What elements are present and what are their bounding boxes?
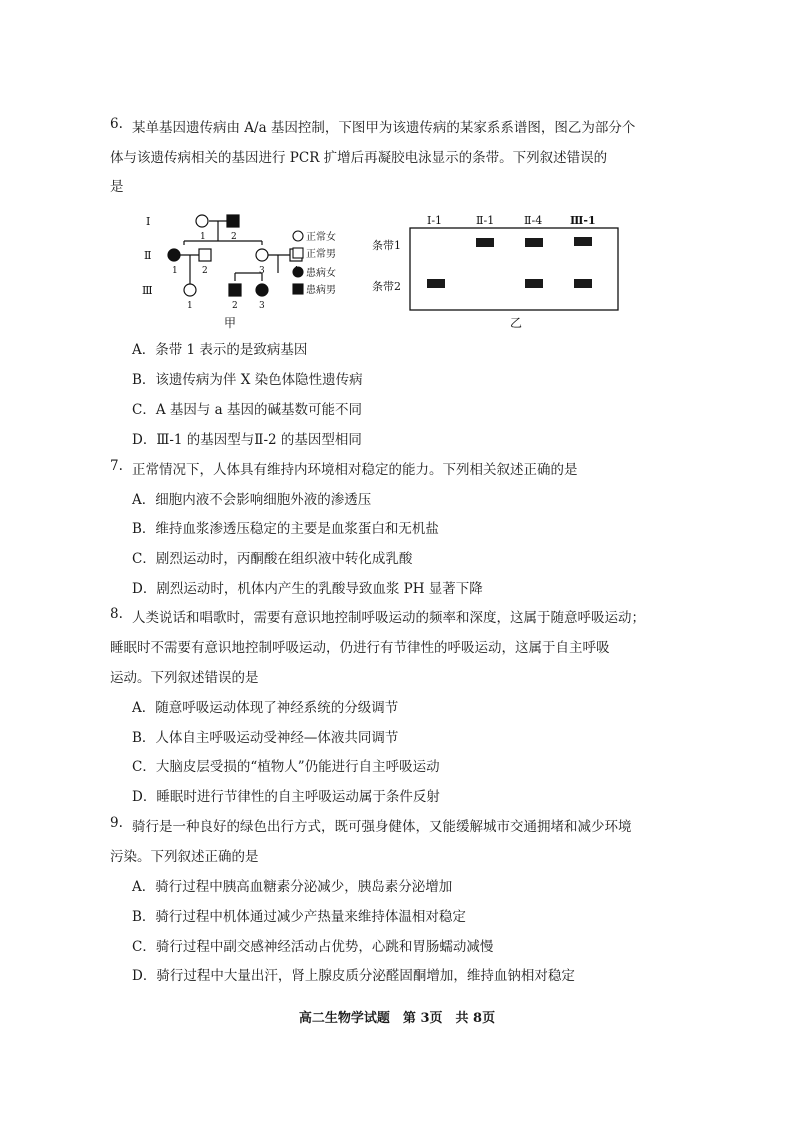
q6-option-d: D．Ⅲ-1 的基因型与Ⅱ-2 的基因型相同 xyxy=(132,432,362,448)
q7-option-c: C．剧烈运动时，丙酮酸在组织液中转化成乳酸 xyxy=(132,551,413,567)
II-3-normal-female xyxy=(256,249,268,261)
q6-stem-line-3: 是 xyxy=(110,179,124,195)
svg-text:1: 1 xyxy=(187,301,193,311)
figure-yi-caption: 乙 xyxy=(510,316,523,330)
svg-text:2: 2 xyxy=(232,301,238,311)
band-II-4-row1 xyxy=(525,238,543,247)
legend-affected-female-icon xyxy=(293,267,303,277)
lane-label-II-1: Ⅱ-1 xyxy=(476,214,495,227)
q6-option-a: A．条带 1 表示的是致病基因 xyxy=(132,342,308,358)
q9-option-d: D．骑行过程中大量出汗，肾上腺皮质分泌醛固酮增加，维持血钠相对稳定 xyxy=(132,968,575,984)
band-row-label-2: 条带2 xyxy=(372,280,401,293)
q9-option-a: A．骑行过程中胰高血糖素分泌减少，胰岛素分泌增加 xyxy=(132,879,453,895)
figure-jia-caption: 甲 xyxy=(224,316,237,330)
legend-affected-female: 患病女 xyxy=(306,268,336,279)
band-row-label-1: 条带1 xyxy=(372,239,401,252)
q8-stem-line-2: 睡眠时不需要有意识地控制呼吸运动，仍进行有节律性的呼吸运动，这属于自主呼吸 xyxy=(110,640,610,656)
q8-option-d: D．睡眠时进行节律性的自主呼吸运动属于条件反射 xyxy=(132,789,440,805)
legend-affected-male-icon xyxy=(293,284,303,294)
lane-label-III-1: Ⅲ-1 xyxy=(570,214,596,227)
svg-text:2: 2 xyxy=(202,266,208,276)
q6-stem-line-2: 体与该遗传病相关的基因进行 PCR 扩增后再凝胶电泳显示的条带。下列叙述错误的 xyxy=(110,150,608,166)
q6-number: 6. xyxy=(110,116,123,132)
III-3-affected-female xyxy=(256,284,268,296)
legend-affected-male: 患病男 xyxy=(306,285,336,296)
I-2-affected-male xyxy=(227,215,239,227)
legend-normal-female: 正常女 xyxy=(306,232,336,243)
q7-option-b: B．维持血浆渗透压稳定的主要是血浆蛋白和无机盐 xyxy=(132,521,439,537)
band-III-1-row2 xyxy=(574,279,592,288)
q9-option-c: C．骑行过程中副交感神经活动占优势，心跳和胃肠蠕动减慢 xyxy=(132,939,494,955)
II-2-normal-male xyxy=(199,249,211,261)
q8-option-b: B．人体自主呼吸运动受神经—体液共同调节 xyxy=(132,730,399,746)
band-I-1-row2 xyxy=(427,279,445,288)
svg-text:3: 3 xyxy=(259,301,265,311)
lane-label-II-4: Ⅱ-4 xyxy=(524,214,543,227)
gen-label-1: Ⅰ xyxy=(146,215,151,228)
q8-option-c: C．大脑皮层受损的“植物人”仍能进行自主呼吸运动 xyxy=(132,759,440,775)
q9-stem-line-1: 骑行是一种良好的绿色出行方式，既可强身健体，又能缓解城市交通拥堵和减少环境 xyxy=(132,819,632,835)
band-III-1-row1 xyxy=(574,237,592,246)
q7-option-d: D．剧烈运动时，机体内产生的乳酸导致血浆 PH 显著下降 xyxy=(132,581,483,597)
q7-option-a: A．细胞内液不会影响细胞外液的渗透压 xyxy=(132,492,372,508)
q9-number: 9. xyxy=(110,815,123,831)
III-1-normal-female xyxy=(184,284,196,296)
II-1-affected-female xyxy=(168,249,180,261)
III-2-affected-male xyxy=(229,284,241,296)
q8-stem-line-1: 人类说话和唱歌时，需要有意识地控制呼吸运动的频率和深度，这属于随意呼吸运动； xyxy=(132,610,645,626)
svg-text:1: 1 xyxy=(172,266,178,276)
gen-label-3: Ⅲ xyxy=(142,284,153,297)
svg-text:2: 2 xyxy=(231,232,237,242)
q8-option-a: A．随意呼吸运动体现了神经系统的分级调节 xyxy=(132,700,399,716)
band-II-1-row1 xyxy=(476,238,494,247)
legend-normal-male-icon xyxy=(293,248,303,258)
q6-stem-line-1: 某单基因遗传病由 A/a 基因控制，下图甲为该遗传病的某家系系谱图，图乙为部分个 xyxy=(132,120,636,136)
I-1-normal-female xyxy=(196,215,208,227)
q8-stem-line-3: 运动。下列叙述错误的是 xyxy=(110,670,259,686)
q9-option-b: B．骑行过程中机体通过减少产热量来维持体温相对稳定 xyxy=(132,909,466,925)
q6-option-b: B．该遗传病为伴 X 染色体隐性遗传病 xyxy=(132,372,363,388)
pedigree-figure xyxy=(140,205,380,330)
lane-label-I-1: Ⅰ-1 xyxy=(427,214,443,227)
gen-label-2: Ⅱ xyxy=(144,249,152,262)
q9-stem-line-2: 污染。下列叙述正确的是 xyxy=(110,849,259,865)
svg-text:1: 1 xyxy=(200,232,206,242)
q7-number: 7. xyxy=(110,458,123,474)
page-footer: 高二生物学试题 第 3页 共 8页 xyxy=(298,1011,496,1026)
q7-stem-line-1: 正常情况下，人体具有维持内环境相对稳定的能力。下列相关叙述正确的是 xyxy=(132,462,578,478)
legend-normal-female-icon xyxy=(293,231,303,241)
svg-text:3: 3 xyxy=(259,266,265,276)
q6-option-c: C．A 基因与 a 基因的碱基数可能不同 xyxy=(132,402,363,418)
band-II-4-row2 xyxy=(525,279,543,288)
legend-normal-male: 正常男 xyxy=(306,249,336,260)
electrophoresis-figure xyxy=(372,210,622,330)
q8-number: 8. xyxy=(110,606,123,622)
